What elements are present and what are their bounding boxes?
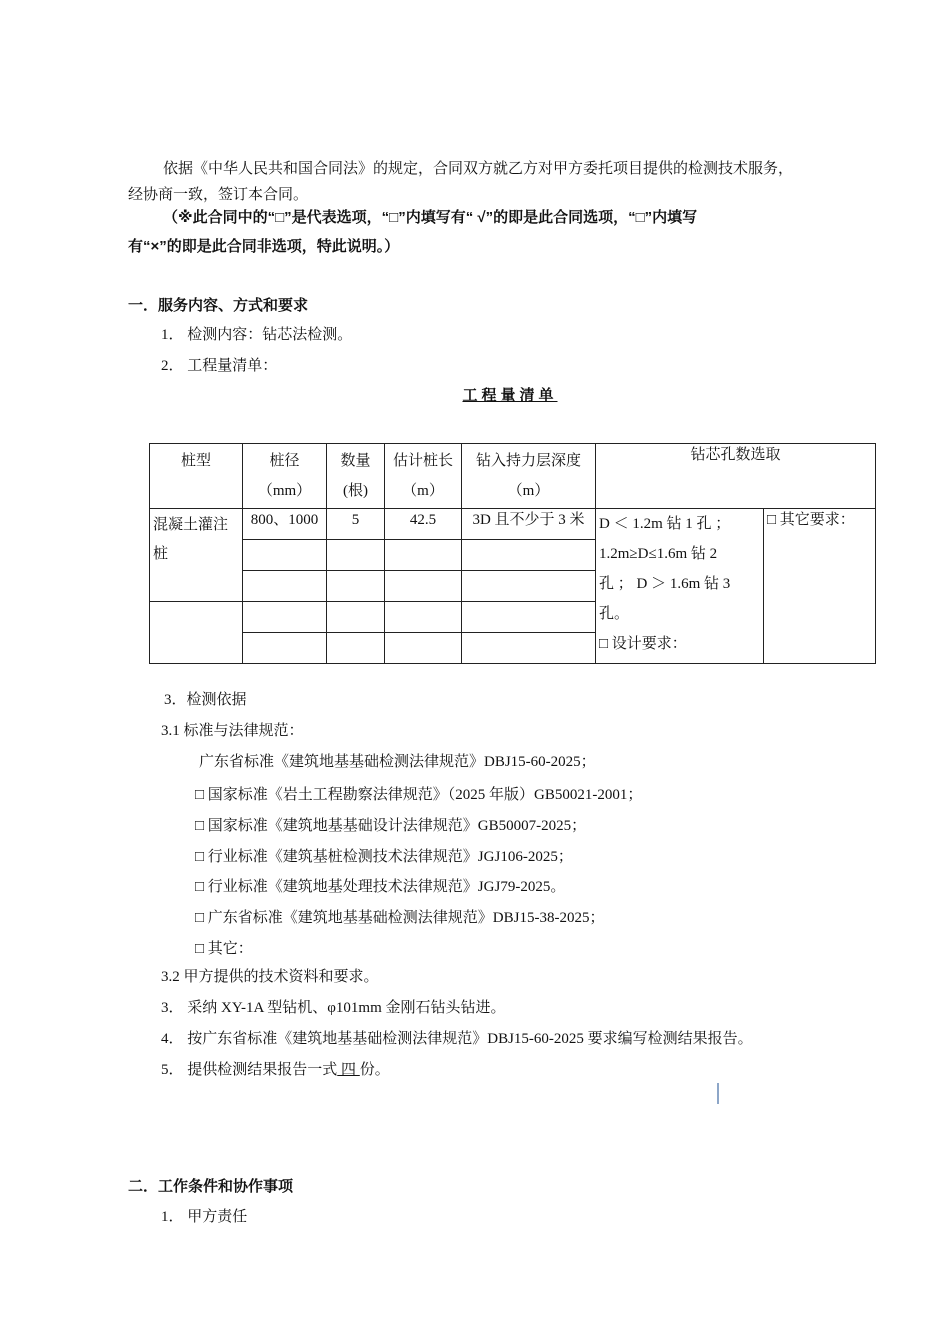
empty-cell [462,602,596,633]
standard-other: □ 其它： [195,941,253,957]
empty-cell [385,602,462,633]
cell-pile-type: 混凝土灌注 桩 [150,509,243,602]
standard-3: □ 行业标准《建筑基桩检测技术法律规范》JGJ106-2025； [195,849,573,865]
standard-1: □ 国家标准《岩土工程勘察法律规范》（2025 年版）GB50021-2001； [195,787,643,803]
section-2-heading: 二．工作条件和协作事项 [128,1178,294,1195]
text-cursor [717,1083,719,1104]
header-length: 估计桩长 （m） [385,444,462,509]
standard-0: 广东省标准《建筑地基基础检测法律规范》DBJ15-60-2025； [199,754,596,770]
item-quantity-list: 2． 工程量清单： [161,358,278,374]
intro-line-1: 依据《中华人民共和国合同法》的规定，合同双方就乙方对甲方委托项目提供的检测技术服务， [163,161,794,177]
empty-cell [462,571,596,602]
empty-cell [327,540,385,571]
empty-cell [327,633,385,664]
note-line-1: （※此合同中的“□”是代表选项，“□”内填写有“ √”的即是此合同选项，“□”内填写 [163,209,698,226]
cell-diameter: 800、1000 [243,509,327,540]
header-quantity: 数量 (根) [327,444,385,509]
empty-cell [243,633,327,664]
note-line-2: 有“×”的即是此合同非选项，特此说明。） [128,238,400,255]
empty-cell [462,633,596,664]
cell-quantity: 5 [327,509,385,540]
empty-cell [385,571,462,602]
empty-cell [385,540,462,571]
empty-cell [150,602,243,664]
copies-count: 四 [337,1062,360,1078]
standard-4: □ 行业标准《建筑地基处理技术法律规范》JGJ79-2025。 [195,879,566,895]
item-drilling-rig: 3． 采纳 XY-1A 型钻机、φ101mm 金刚石钻头钻进。 [161,1000,506,1016]
cell-other-requirements: □ 其它要求： [764,509,876,664]
empty-cell [327,571,385,602]
empty-cell [243,602,327,633]
empty-cell [243,571,327,602]
sub-3-1: 3.1 标准与法律规范： [161,723,304,739]
header-holes: 钻芯孔数选取 [596,444,876,509]
item-report-standard: 4． 按广东省标准《建筑地基基础检测法律规范》DBJ15-60-2025 要求编写检测结果报告。 [161,1031,753,1047]
table-title: 工程量清单 [462,387,558,404]
standard-2: □ 国家标准《建筑地基基础设计法律规范》GB50007-2025； [195,818,587,834]
empty-cell [327,602,385,633]
cell-depth: 3D 且不少于 3 米 [462,509,596,540]
empty-cell [462,540,596,571]
cell-length: 42.5 [385,509,462,540]
empty-cell [385,633,462,664]
header-depth: 钻入持力层深度 （m） [462,444,596,509]
cell-holes-rule: D ＜ 1.2m 钻 1 孔 ； 1.2m≥D≤1.6m 钻 2 孔 ； D ＞ 1.6m 钻 3 孔。 □ 设计要求： [596,509,764,664]
item-detection-content: 1． 检测内容：钻芯法检测。 [161,327,353,343]
header-diameter: 桩径 （mm） [243,444,327,509]
quantity-table [149,443,876,664]
item-report-copies: 5． 提供检测结果报告一式 四 份。 [161,1062,390,1078]
item-party-a-responsibility: 1． 甲方责任 [161,1209,248,1225]
standard-5: □ 广东省标准《建筑地基基础检测法律规范》DBJ15-38-2025； [195,910,605,926]
empty-cell [243,540,327,571]
sub-3-2: 3.2 甲方提供的技术资料和要求。 [161,969,379,985]
section-1-heading: 一．服务内容、方式和要求 [128,297,309,314]
intro-line-2: 经协商一致，签订本合同。 [128,187,309,203]
section-3-heading: 3．检测依据 [164,692,247,708]
header-pile-type: 桩型 [150,444,243,509]
